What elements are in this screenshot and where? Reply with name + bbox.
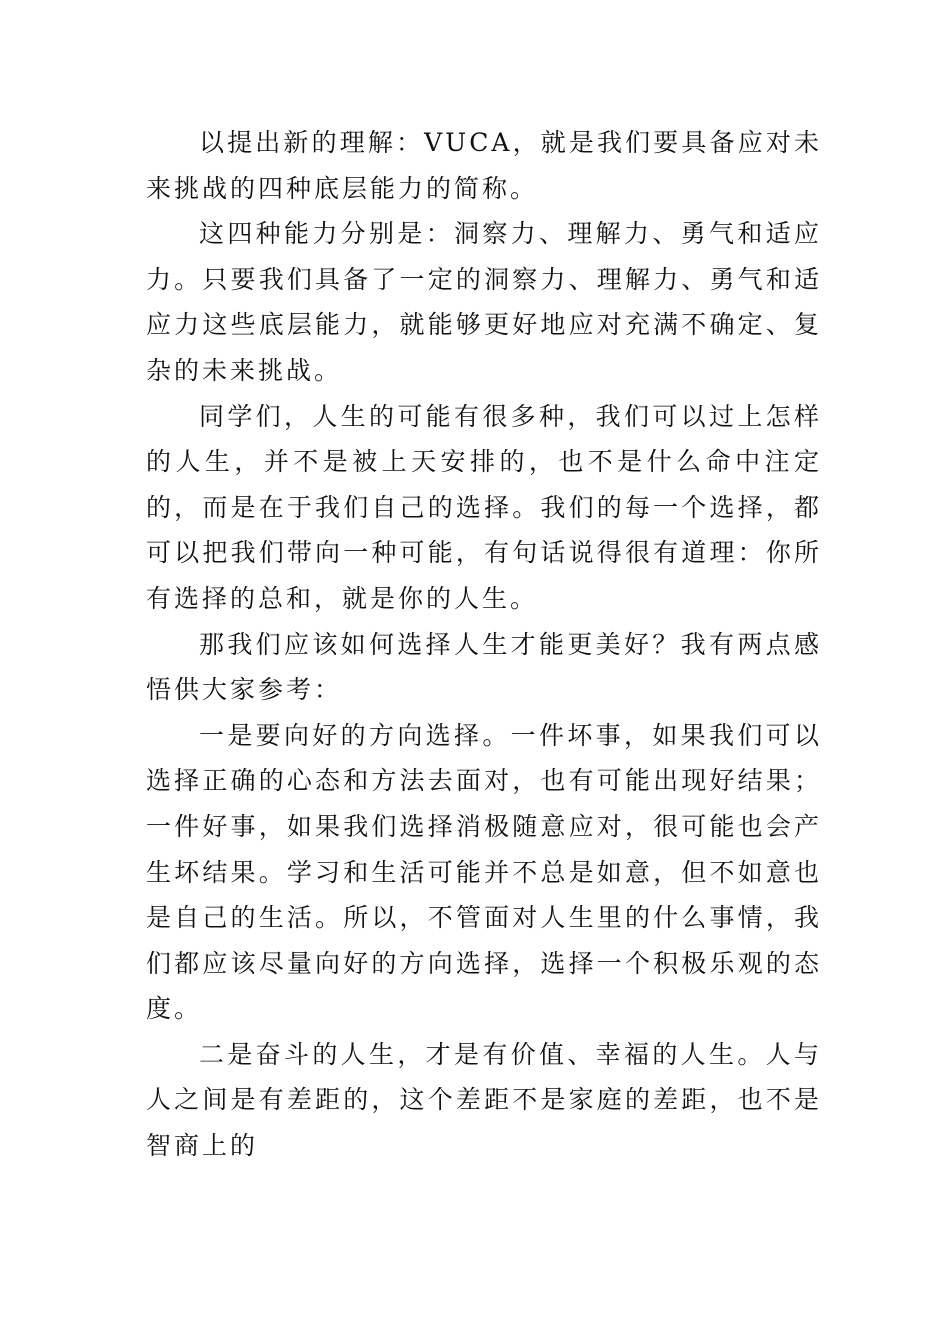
paragraph-four-abilities: 这四种能力分别是：洞察力、理解力、勇气和适应力。只要我们具备了一定的洞察力、理解力、勇气和适应力这些底层能力，就能够更好地应对充满不确定、复杂的未来挑战。 [146,219,822,385]
document-body [146,120,822,1169]
paragraph-point-two: 二是奋斗的人生，才是有价值、幸福的人生。人与人之间是有差距的，这个差距不是家庭的差距，也不是智商上的 [146,1039,822,1161]
paragraph-how-to-choose: 那我们应该如何选择人生才能更美好？我有两点感悟供大家参考： [146,629,822,705]
paragraph-life-choices: 同学们，人生的可能有很多种，我们可以过上怎样的人生，并不是被上天安排的，也不是什么命中注定的，而是在于我们自己的选择。我们的每一个选择，都可以把我们带向一种可能，有句话说得很有道理：你所有选择的总和，就是你的人生。 [146,401,822,613]
paragraph-vuca-definition: 以提出新的理解：VUCA，就是我们要具备应对未来挑战的四种底层能力的简称。 [146,128,822,203]
paragraph-point-one: 一是要向好的方向选择。一件坏事，如果我们可以选择正确的心态和方法去面对，也有可能出现好结果；一件好事，如果我们选择消极随意应对，很可能也会产生坏结果。学习和生活可能并不总是如意，但不如意也是自己的生活。所以，不管面对人生里的什么事情，我们都应该尽量向好的方向选择，选择一个积极乐观的态度。 [146,720,822,1024]
